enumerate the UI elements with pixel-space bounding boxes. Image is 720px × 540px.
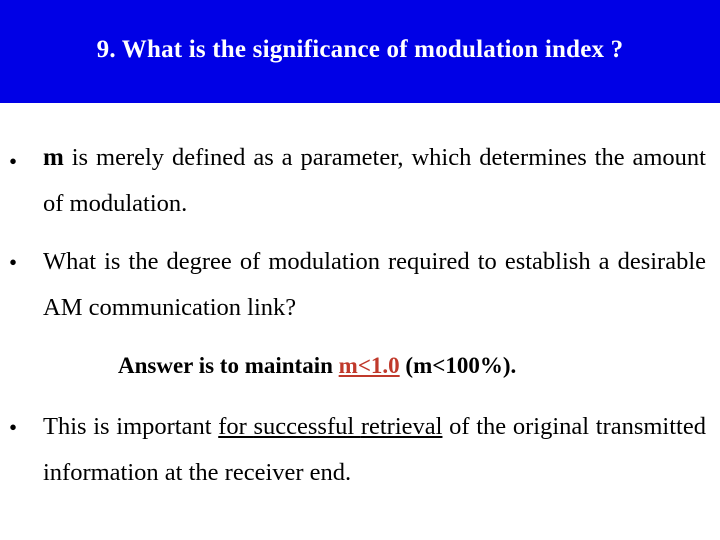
bullet-text-2: What is the degree of modulation required to establish a desirable AM communication link? xyxy=(43,248,706,321)
bullet-marker-1: • xyxy=(9,149,18,174)
bullet-1-body: is merely defined as a parameter, which determines the amount of modulation. xyxy=(43,144,706,217)
underlined-retrieval: retrieval xyxy=(360,413,443,440)
bullet-3-before: This is important xyxy=(43,413,219,440)
answer-prefix: Answer is to maintain xyxy=(118,353,339,378)
answer-suffix: (m<100%). xyxy=(399,353,517,378)
slide-title: 9. What is the significance of modulation index ? xyxy=(96,35,624,63)
m-symbol: m xyxy=(43,144,64,171)
underlined-successful: successful xyxy=(253,413,361,440)
underlined-for: for xyxy=(218,413,254,440)
bullet-marker-3: • xyxy=(9,415,18,440)
bullet-marker-2: • xyxy=(9,250,18,275)
bullet-3-after: of the original transmitted information at the receiver end. xyxy=(43,413,706,486)
title-bar xyxy=(0,0,720,103)
answer-highlight: m<1.0 xyxy=(338,353,400,378)
bullet-text-3 xyxy=(43,404,706,496)
answer-line xyxy=(118,350,516,382)
bullet-text-1 xyxy=(43,135,706,227)
